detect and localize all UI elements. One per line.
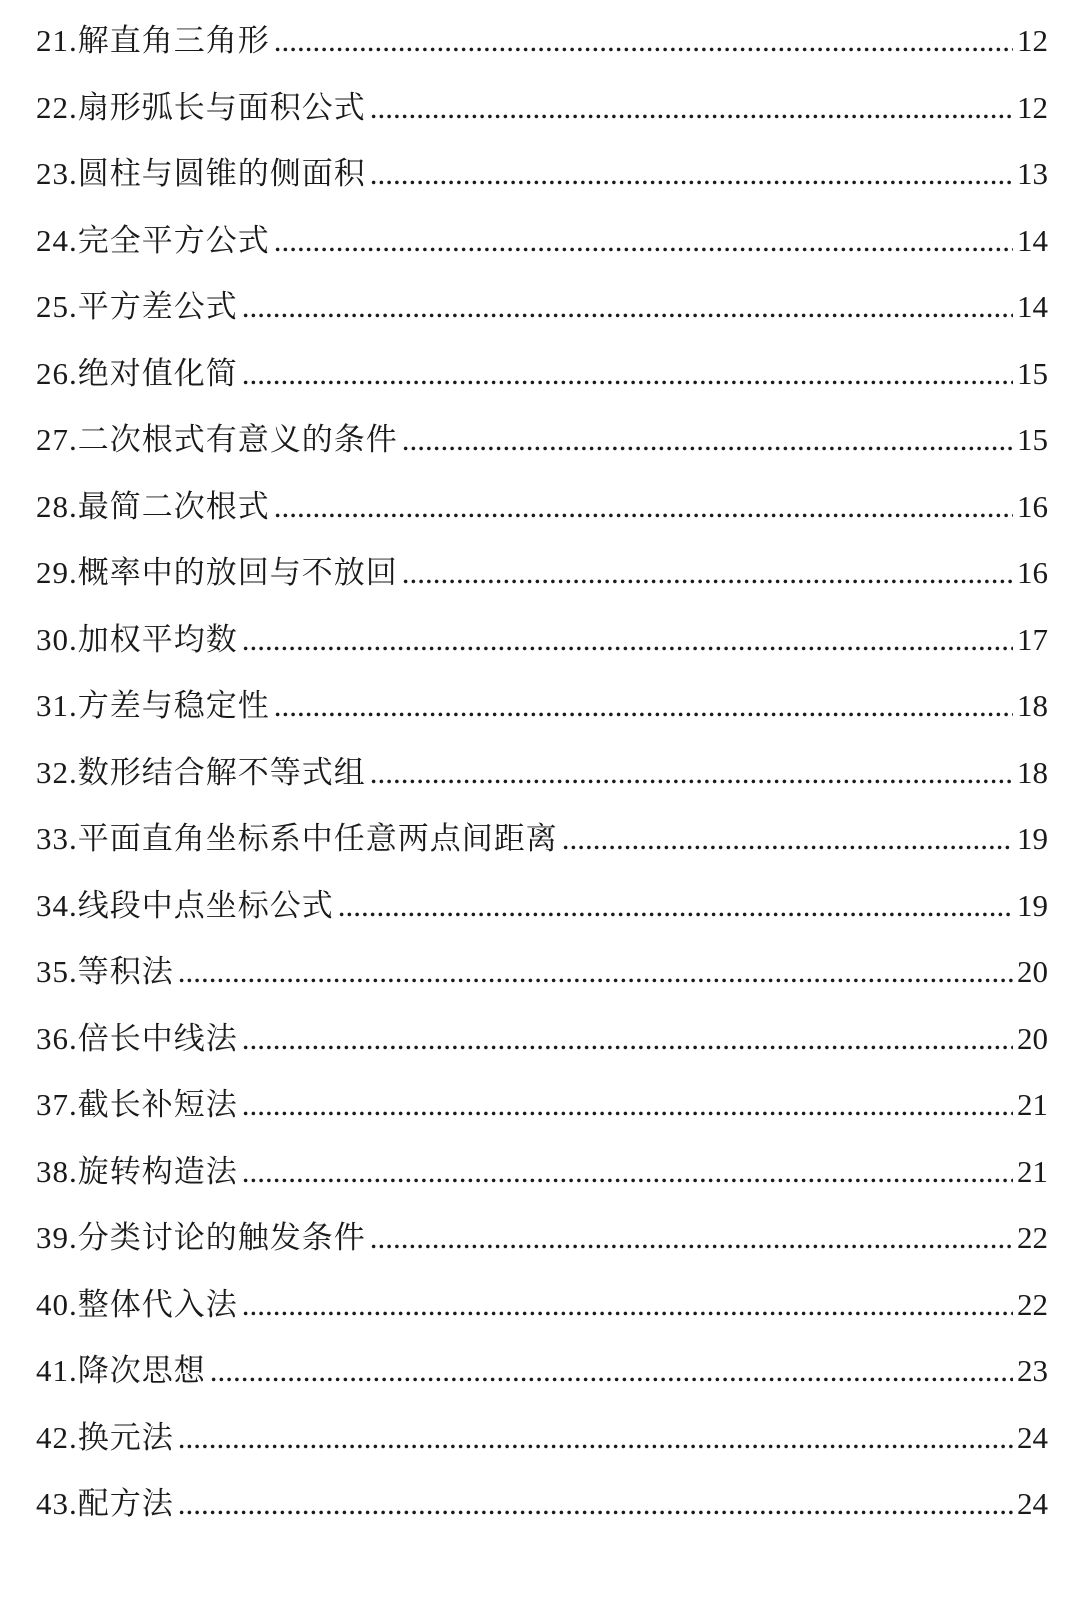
toc-entry[interactable] xyxy=(36,216,1048,283)
toc-entry-page-number: 16 xyxy=(1017,555,1048,590)
toc-entry[interactable] xyxy=(36,1413,1048,1480)
toc-entry[interactable] xyxy=(36,415,1048,482)
toc-entry-title: 36.倍长中线法 xyxy=(36,1020,238,1056)
toc-entry-title: 28.最简二次根式 xyxy=(36,488,270,524)
dot-leader xyxy=(370,149,1013,199)
toc-entry-page-number: 22 xyxy=(1017,1286,1048,1322)
dot-leader xyxy=(370,748,1013,798)
toc-entry-title: 32.数形结合解不等式组 xyxy=(36,754,366,790)
toc-entry-page-number: 20 xyxy=(1017,1020,1048,1056)
dot-leader xyxy=(242,1080,1013,1130)
toc-entry[interactable] xyxy=(36,1014,1048,1081)
toc-entry-page-number: 14 xyxy=(1017,289,1048,324)
toc-entry-title: 29.概率中的放回与不放回 xyxy=(36,555,398,590)
dot-leader xyxy=(242,1014,1013,1064)
toc-entry-page-number: 14 xyxy=(1017,222,1048,258)
toc-entry[interactable] xyxy=(36,1346,1048,1413)
dot-leader xyxy=(274,16,1013,66)
toc-entry[interactable] xyxy=(36,1280,1048,1347)
toc-entry[interactable] xyxy=(36,282,1048,349)
dot-leader xyxy=(274,681,1013,731)
dot-leader xyxy=(178,947,1013,997)
toc-entry-page-number: 24 xyxy=(1017,1419,1048,1455)
dot-leader xyxy=(338,881,1013,931)
toc-entry-page-number: 19 xyxy=(1017,821,1048,856)
toc-entry-title: 39.分类讨论的触发条件 xyxy=(36,1220,366,1255)
toc-entry[interactable] xyxy=(36,548,1048,615)
toc-entry-page-number: 12 xyxy=(1017,89,1048,125)
dot-leader xyxy=(402,415,1013,465)
toc-entry-page-number: 12 xyxy=(1017,23,1048,58)
table-of-contents xyxy=(36,16,1048,1546)
toc-entry-page-number: 18 xyxy=(1017,688,1048,723)
dot-leader xyxy=(242,349,1013,399)
toc-entry-page-number: 18 xyxy=(1017,754,1048,790)
toc-entry[interactable] xyxy=(36,681,1048,748)
toc-entry-title: 25.平方差公式 xyxy=(36,289,238,324)
toc-entry-page-number: 23 xyxy=(1017,1353,1048,1388)
toc-entry[interactable] xyxy=(36,16,1048,83)
toc-entry-page-number: 24 xyxy=(1017,1486,1048,1521)
dot-leader xyxy=(402,548,1013,598)
toc-entry[interactable] xyxy=(36,149,1048,216)
toc-entry[interactable] xyxy=(36,1213,1048,1280)
dot-leader xyxy=(210,1346,1013,1396)
dot-leader xyxy=(274,482,1013,532)
toc-entry[interactable] xyxy=(36,881,1048,948)
dot-leader xyxy=(178,1479,1013,1529)
toc-entry-title: 33.平面直角坐标系中任意两点间距离 xyxy=(36,821,558,856)
toc-entry-page-number: 15 xyxy=(1017,422,1048,457)
toc-entry-title: 35.等积法 xyxy=(36,954,174,989)
toc-entry-title: 41.降次思想 xyxy=(36,1353,206,1388)
toc-entry-title: 42.换元法 xyxy=(36,1419,174,1455)
toc-entry-page-number: 17 xyxy=(1017,621,1048,657)
dot-leader xyxy=(274,216,1013,266)
toc-entry-title: 34.线段中点坐标公式 xyxy=(36,887,334,923)
dot-leader xyxy=(562,814,1013,864)
dot-leader xyxy=(370,83,1013,133)
toc-entry[interactable] xyxy=(36,1080,1048,1147)
toc-entry[interactable] xyxy=(36,1147,1048,1214)
toc-entry[interactable] xyxy=(36,814,1048,881)
toc-entry-title: 26.绝对值化简 xyxy=(36,355,238,391)
toc-entry[interactable] xyxy=(36,748,1048,815)
toc-entry-title: 24.完全平方公式 xyxy=(36,222,270,258)
toc-entry-title: 43.配方法 xyxy=(36,1486,174,1521)
toc-entry[interactable] xyxy=(36,349,1048,416)
toc-entry-page-number: 21 xyxy=(1017,1087,1048,1122)
toc-entry-title: 22.扇形弧长与面积公式 xyxy=(36,89,366,125)
toc-entry-title: 37.截长补短法 xyxy=(36,1087,238,1122)
dot-leader xyxy=(242,282,1013,332)
toc-entry-title: 21.解直角三角形 xyxy=(36,23,270,58)
dot-leader xyxy=(178,1413,1013,1463)
toc-entry-title: 27.二次根式有意义的条件 xyxy=(36,422,398,457)
toc-entry-title: 40.整体代入法 xyxy=(36,1286,238,1322)
toc-entry-page-number: 22 xyxy=(1017,1220,1048,1255)
toc-entry-title: 31.方差与稳定性 xyxy=(36,688,270,723)
toc-entry[interactable] xyxy=(36,482,1048,549)
toc-entry[interactable] xyxy=(36,1479,1048,1546)
dot-leader xyxy=(242,615,1013,665)
toc-entry-page-number: 21 xyxy=(1017,1153,1048,1189)
dot-leader xyxy=(242,1147,1013,1197)
toc-entry-page-number: 13 xyxy=(1017,156,1048,191)
dot-leader xyxy=(242,1280,1013,1330)
toc-entry[interactable] xyxy=(36,615,1048,682)
toc-entry-page-number: 16 xyxy=(1017,488,1048,524)
toc-entry-page-number: 19 xyxy=(1017,887,1048,923)
toc-entry-title: 30.加权平均数 xyxy=(36,621,238,657)
toc-entry-title: 23.圆柱与圆锥的侧面积 xyxy=(36,156,366,191)
toc-entry[interactable] xyxy=(36,947,1048,1014)
toc-entry-page-number: 20 xyxy=(1017,954,1048,989)
dot-leader xyxy=(370,1213,1013,1263)
toc-entry-page-number: 15 xyxy=(1017,355,1048,391)
toc-entry-title: 38.旋转构造法 xyxy=(36,1153,238,1189)
toc-entry[interactable] xyxy=(36,83,1048,150)
